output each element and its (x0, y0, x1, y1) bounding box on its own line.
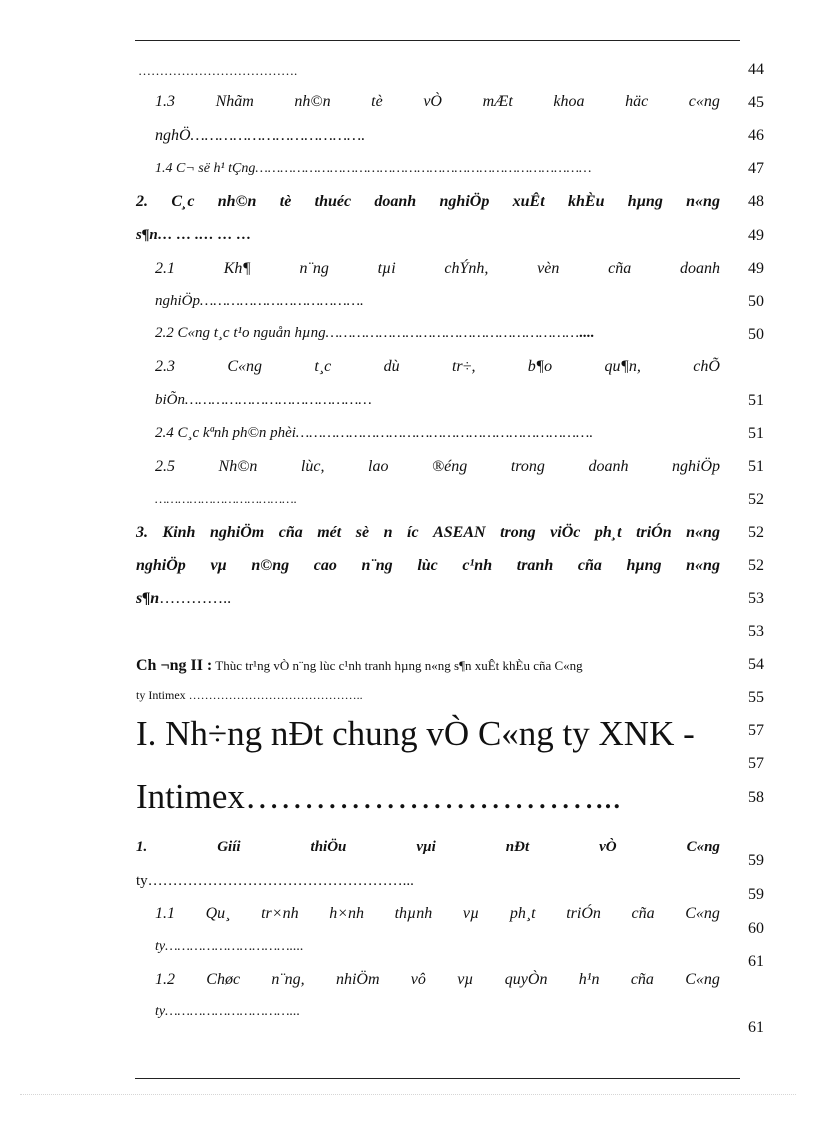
toc-word: nhiÖm (335, 971, 380, 988)
toc-entry-3-end-dots: ………….. (159, 590, 232, 607)
toc-word: doanh (679, 260, 720, 277)
toc-word: b¶o (527, 358, 553, 375)
page-number: 54 (748, 656, 764, 673)
toc-word: ph¸t (509, 905, 536, 922)
toc-word: 1.1 (155, 905, 175, 922)
toc-word: viÖc (550, 524, 581, 541)
toc-word: mét (317, 524, 342, 541)
toc-word: h×nh (329, 905, 364, 922)
page-number: 53 (748, 623, 764, 640)
toc-word: C«ng (685, 905, 720, 922)
toc-entry-2-5-cont: ………………………………. (155, 491, 297, 506)
page-number: 51 (748, 392, 764, 409)
toc-word: chÕ (693, 358, 720, 375)
page-number: 50 (748, 293, 764, 310)
toc-word: vµ (457, 971, 474, 988)
toc-word: C«ng (685, 971, 720, 988)
toc-entry-2[interactable] (136, 194, 720, 210)
toc-word: cña (577, 557, 602, 574)
toc-word: quyÒn (504, 971, 548, 988)
toc-word: vÒ (423, 93, 442, 110)
toc-word: Chøc (206, 971, 241, 988)
toc-word: cña (608, 260, 632, 277)
toc-word: hµng (627, 193, 663, 210)
toc-word: mÆt (482, 93, 513, 110)
toc-dots-line: ………………………………. (138, 63, 298, 78)
toc-word: 2. (136, 193, 148, 210)
page-number: 57 (748, 722, 764, 739)
toc-entry-3-end-text: s¶n (136, 590, 160, 607)
toc-word: cao (313, 557, 337, 574)
toc-word: vÒ (599, 839, 617, 855)
toc-word: tranh (516, 557, 554, 574)
toc-word: Kh¶ (223, 260, 251, 277)
page-number: 45 (748, 94, 764, 111)
page-number: 61 (748, 1019, 764, 1036)
toc-word: cña (630, 971, 654, 988)
page-number: 48 (748, 193, 764, 210)
toc-word: thuéc (314, 193, 352, 210)
toc-entry-2-3-cont: biÕn…………………………………… (155, 392, 372, 408)
page-number: 49 (748, 227, 764, 244)
page-number: 53 (748, 590, 764, 607)
toc-entry-1-3-cont: nghÖ………………………………. (155, 127, 366, 144)
toc-word: hµng (626, 557, 662, 574)
toc-chapter-2-label: Ch ¬ng II : (136, 657, 213, 674)
toc-word: khoa (553, 93, 585, 110)
toc-word: ®éng (432, 458, 468, 475)
toc-word: tè (279, 193, 292, 210)
page-number: 46 (748, 127, 764, 144)
toc-word: ph¸t (594, 524, 622, 541)
toc-word: n¨ng (361, 557, 393, 574)
page-number: 55 (748, 689, 764, 706)
toc-entry-1-2[interactable] (155, 972, 720, 988)
toc-entry-1[interactable] (136, 840, 720, 855)
toc-entry-1-1[interactable] (155, 906, 720, 922)
toc-word: dù (383, 358, 400, 375)
toc-word: n¨ng, (271, 971, 305, 988)
toc-word: c«ng (688, 93, 720, 110)
toc-entry-1-cont: ty……………………………………………... (136, 873, 414, 889)
toc-word: n©ng (251, 557, 290, 574)
page-number: 59 (748, 886, 764, 903)
toc-word: 1. (136, 839, 148, 855)
toc-chapter-2-cont: ty Intimex …………………………………….. (136, 688, 363, 702)
toc-entry-2-cont: s¶n… … .… … … (136, 227, 252, 243)
toc-word: 1.3 (155, 93, 175, 110)
toc-word: C«ng (686, 839, 720, 855)
toc-word: 3. (136, 524, 148, 541)
toc-entry-1-2-cont: ty…………………………... (155, 1004, 301, 1019)
toc-word: C«ng (227, 358, 263, 375)
toc-word: 2.5 (155, 458, 175, 475)
toc-chapter-2-text: Thùc tr¹ng vÒ n¨ng lùc c¹nh tranh hµng n«ng s¶n xuÊt khÈu cña C«ng (212, 658, 583, 673)
toc-word: tè (371, 93, 383, 110)
toc-entry-2-1[interactable] (155, 261, 720, 277)
toc-word: nghiÖm (209, 524, 265, 541)
toc-word: qu¶n, (604, 358, 641, 375)
toc-word: nh©n (217, 193, 257, 210)
toc-word: n«ng (686, 524, 720, 541)
page-number: 58 (748, 789, 764, 806)
toc-word: nghiÖp (439, 193, 490, 210)
page-number: 52 (748, 557, 764, 574)
page-number: 51 (748, 425, 764, 442)
toc-word: n«ng (686, 193, 720, 210)
toc-word: tr×nh (261, 905, 299, 922)
toc-word: Qu¸ (205, 905, 231, 922)
toc-word: ASEAN (433, 524, 486, 541)
toc-word: sè (355, 524, 370, 541)
toc-chapter-2[interactable] (136, 658, 583, 674)
toc-word: vèn (537, 260, 560, 277)
toc-word: doanh (374, 193, 417, 210)
toc-entry-1-4[interactable]: 1.4 C¬ së h¹ tÇng……………………………………………………………………… (155, 161, 592, 176)
toc-entry-2-4[interactable]: 2.4 C¸c kªnh ph©n phèi…………………………………………………………. (155, 425, 594, 441)
page-number: 44 (748, 61, 764, 78)
toc-word: doanh (588, 458, 629, 475)
toc-word: n¨ng (299, 260, 329, 277)
toc-word: nh©n (294, 93, 331, 110)
toc-word: xuÊt (512, 193, 545, 210)
toc-word: 2.1 (155, 260, 175, 277)
toc-word: vµi (416, 839, 436, 855)
toc-entry-3-end (136, 591, 231, 607)
bottom-rule (135, 1078, 740, 1079)
toc-entry-2-2[interactable] (155, 326, 594, 341)
toc-word: íc (407, 524, 419, 541)
page-number: 57 (748, 755, 764, 772)
toc-word: nghiÖp (136, 557, 186, 574)
page-number: 52 (748, 524, 764, 541)
toc-word: nghiÖp (672, 458, 720, 475)
toc-word: triÓn (566, 905, 601, 922)
toc-word: lùc (417, 557, 438, 574)
section-heading-1: I. Nh÷ng nÐt chung vÒ C«ng ty XNK - (136, 714, 695, 753)
toc-word: triÓn (636, 524, 672, 541)
toc-word: C¸c (171, 193, 195, 210)
toc-entry-1-3[interactable] (155, 94, 720, 110)
toc-word: Nhãm (215, 93, 254, 110)
toc-entry-2-1-cont: nghiÖp………………………………. (155, 293, 364, 309)
toc-word: häc (625, 93, 649, 110)
toc-word: cña (278, 524, 303, 541)
toc-entry-2-2-text: 2.2 C«ng t¸c t¹o nguån hµng………………………………………………… (155, 325, 580, 341)
toc-word: thiÖu (310, 839, 347, 855)
toc-word: 2.3 (155, 358, 175, 375)
toc-entry-1-1-cont: ty………………………….... (155, 939, 304, 954)
toc-word: vµ (210, 557, 227, 574)
toc-word: t¸c (314, 358, 332, 375)
toc-word: tµi (377, 260, 396, 277)
toc-word: n (383, 524, 393, 541)
toc-word: lùc, (300, 458, 325, 475)
page-break-line (20, 1094, 796, 1095)
page-number: 49 (748, 260, 764, 277)
toc-word: 1.2 (155, 971, 175, 988)
toc-entry-2-3[interactable] (155, 359, 720, 375)
toc-entry-3[interactable] (136, 525, 720, 541)
toc-entry-2-2-end: .... (579, 325, 595, 341)
toc-word: thµnh (394, 905, 433, 922)
toc-word: trong (500, 524, 536, 541)
toc-word: tr÷, (451, 358, 476, 375)
toc-word: lao (368, 458, 389, 475)
toc-word: Nh©n (218, 458, 258, 475)
toc-entry-3-cont (136, 558, 720, 574)
page-number: 60 (748, 920, 764, 937)
page-number: 59 (748, 852, 764, 869)
toc-word: h¹n (578, 971, 600, 988)
toc-word: n«ng (686, 557, 720, 574)
section-heading-1-cont: Intimex…………………………... (136, 777, 622, 816)
page-number: 50 (748, 326, 764, 343)
page-number: 51 (748, 458, 764, 475)
toc-word: nÐt (505, 839, 530, 855)
toc-word: c¹nh (462, 557, 493, 574)
top-rule (135, 40, 740, 41)
toc-word: cña (631, 905, 655, 922)
toc-word: trong (510, 458, 545, 475)
toc-word: Giíi (217, 839, 241, 855)
toc-word: khÈu (568, 193, 605, 210)
toc-word: Kinh (162, 524, 196, 541)
toc-word: vµ (462, 905, 480, 922)
page-number: 47 (748, 160, 764, 177)
toc-word: vô (410, 971, 426, 988)
toc-word: chÝnh, (444, 260, 489, 277)
toc-entry-2-5[interactable] (155, 459, 720, 475)
page-number: 52 (748, 491, 764, 508)
page-number: 61 (748, 953, 764, 970)
